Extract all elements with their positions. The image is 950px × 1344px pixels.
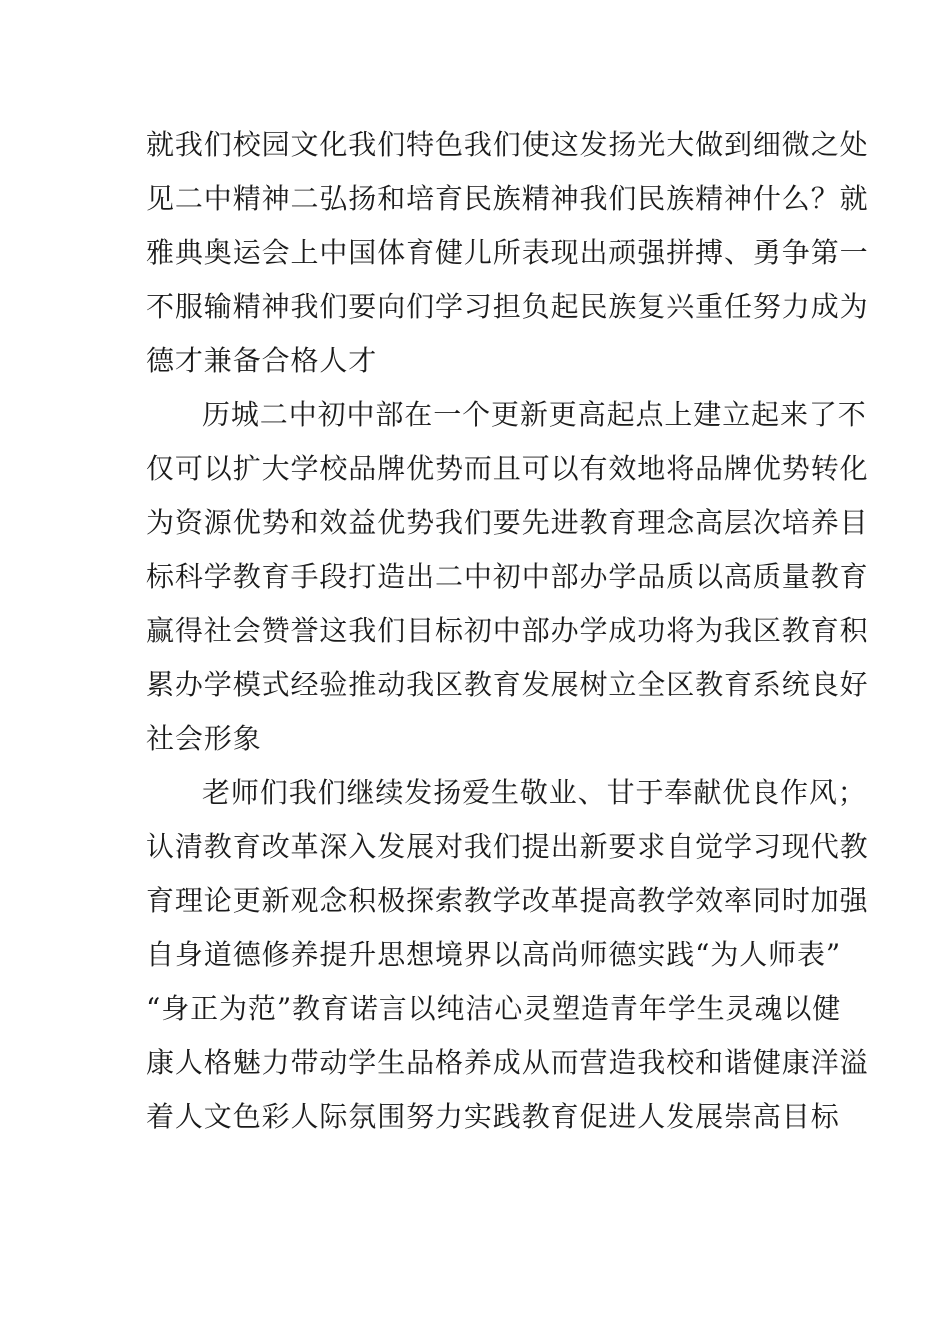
text-line: 老师们我们继续发扬爱生敬业、甘于奉献优良作风；	[202, 776, 867, 809]
body-text	[146, 118, 869, 1144]
text-line: 育理论更新观念积极探索教学改革提高教学效率同时加强	[146, 884, 869, 917]
text-line: 标科学教育手段打造出二中初中部办学品质以高质量教育	[146, 560, 869, 593]
text-line: 就我们校园文化我们特色我们使这发扬光大做到细微之处	[146, 128, 869, 161]
text-line: 累办学模式经验推动我区教育发展树立全区教育系统良好	[146, 668, 869, 701]
text-line: 为资源优势和效益优势我们要先进教育理念高层次培养目	[146, 506, 869, 539]
text-line: 德才兼备合格人才	[146, 344, 378, 377]
text-line: “身正为范”教育诺言以纯洁心灵塑造青年学生灵魂以健	[146, 992, 842, 1025]
text-line: 自身道德修养提升思想境界以高尚师德实践“为人师表”	[146, 938, 842, 971]
text-line: 雅典奥运会上中国体育健儿所表现出顽强拼搏、勇争第一	[146, 236, 869, 269]
text-line: 康人格魅力带动学生品格养成从而营造我校和谐健康洋溢	[146, 1046, 869, 1079]
text-line: 社会形象	[146, 722, 262, 755]
text-line: 着人文色彩人际氛围努力实践教育促进人发展崇高目标	[146, 1100, 840, 1133]
text-line: 赢得社会赞誉这我们目标初中部办学成功将为我区教育积	[146, 614, 869, 647]
paragraph-2	[146, 388, 869, 766]
paragraph-3	[146, 766, 869, 1144]
text-line: 见二中精神二弘扬和培育民族精神我们民族精神什么？就	[146, 182, 869, 215]
paragraph-1	[146, 118, 869, 388]
text-line: 仅可以扩大学校品牌优势而且可以有效地将品牌优势转化	[146, 452, 869, 485]
text-line: 认清教育改革深入发展对我们提出新要求自觉学习现代教	[146, 830, 869, 863]
text-line: 不服输精神我们要向们学习担负起民族复兴重任努力成为	[146, 290, 869, 323]
text-line: 历城二中初中部在一个更新更高起点上建立起来了不	[202, 398, 867, 431]
